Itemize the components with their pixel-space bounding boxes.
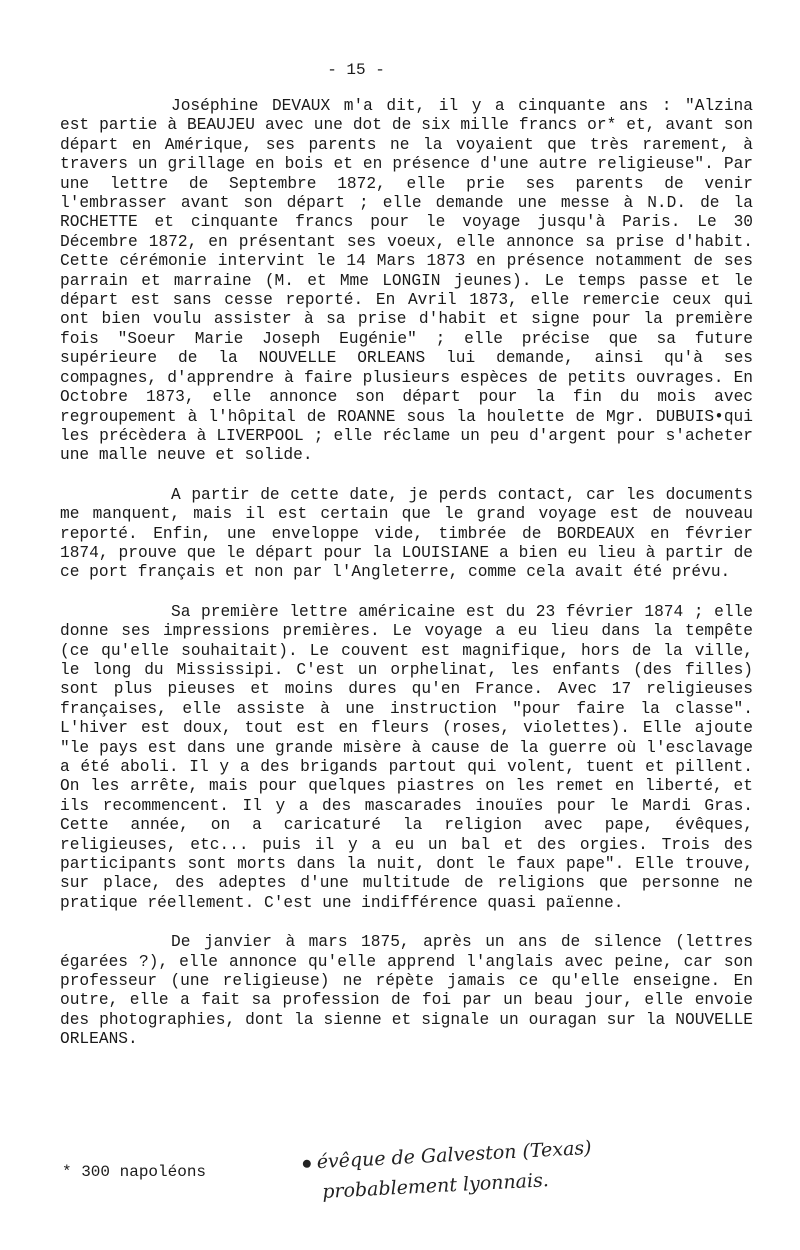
paragraph-1: Joséphine DEVAUX m'a dit, il y a cinquante ans : "Alzina est partie à BEAUJEU avec une dot de six mille francs or* et, avant son départ en Amérique, ses parents ne la voyaient que très rarement, à travers un grillage en bois et en présence d'une autre religieuse". Par une lettre de Septembre 1872, elle prie ses parents de venir l'embrasser avant son départ ; elle demande une messe à N.D. de la ROCHETTE et cinquante francs pour le voyage jusqu'à Paris. Le 30 Décembre 1872, en présentant ses voeux, elle annonce sa prise d'habit. Cette cérémonie intervint le 14 Mars 1873 en présence notamment de ses parrain et marraine (M. et Mme LONGIN jeunes). Le temps passe et le départ est sans cesse reporté. En Avril 1873, elle remercie ceux qui ont bien voulu assister à sa prise d'habit et signe pour la première fois "Soeur Marie Joseph Eugénie" ; elle précise que sa future supérieure de la NOUVELLE ORLEANS lui demande, ainsi qu'à ses compagnes, d'apprendre à faire plusieurs espèces de petits ouvrages. En Octobre 1873, elle annonce son départ pour la fin du mois avec regroupement à l'hôpital de ROANNE sous la houlette de Mgr. DUBUIS•qui les précèdera à LIVERPOOL ; elle réclame un peu d'argent pour s'acheter une malle neuve et solide. [60, 97, 753, 465]
paragraph-4: De janvier à mars 1875, après un ans de silence (lettres égarées ?), elle annonce qu'elle apprend l'anglais avec peine, car son professeur (une religieuse) ne répète jamais ce qu'elle enseigne. En outre, elle a fait sa profession de foi par un beau jour, elle envoie des photographies, dont la sienne et signale un ouragan sur la NOUVELLE ORLEANS. [60, 933, 753, 1049]
bullet-icon [303, 1160, 311, 1168]
handwritten-note-line-2: probablement lyonnais. [321, 1169, 550, 1203]
handwritten-note [302, 1131, 635, 1208]
handwritten-note-line-1: évêque de Galveston (Texas) [316, 1136, 593, 1174]
footnote: * 300 napoléons [62, 1163, 207, 1181]
paragraph-2: A partir de cette date, je perds contact, car les documents me manquent, mais il est certain que le grand voyage est de nouveau reporté. Enfin, une enveloppe vide, timbrée de BORDEAUX en février 1874, prouve que le départ pour la LOUISIANE a bien eu lieu à partir de ce port français et non par l'Angleterre, comme cela avait été prévu. [60, 485, 753, 582]
page-number: - 15 - [327, 61, 385, 79]
body-text [60, 97, 753, 1070]
paragraph-3: Sa première lettre américaine est du 23 février 1874 ; elle donne ses impressions premières. Le voyage a eu lieu dans la tempête (ce qu'elle souhaitait). Le couvent est magnifique, hors de la ville, le long du Mississipi. C'est un orphelinat, les enfants (des filles) sont plus pieuses et moins dures qu'en France. Avec 17 religieuses françaises, elle assiste à une instruction "pour faire la classe". L'hiver est doux, tout est en fleurs (roses, violettes). Elle ajoute "le pays est dans une grande misère à cause de la guerre où l'esclavage a été aboli. Il y a des brigands partout qui volent, tuent et pillent. On les arrête, mais pour quelques piastres on les remet en liberté, et ils recommencent. Il y a des mascarades inouïes pour le Mardi Gras. Cette année, on a caricaturé la religion avec pape, évêques, religieuses, etc... puis il y a eu un bal et des orgies. Trois des participants sont morts dans la nuit, dont le faux pape". Elle trouve, sur place, des adeptes d'une multitude de religions que personne ne pratique réellement. C'est une indifférence quasi païenne. [60, 602, 753, 912]
